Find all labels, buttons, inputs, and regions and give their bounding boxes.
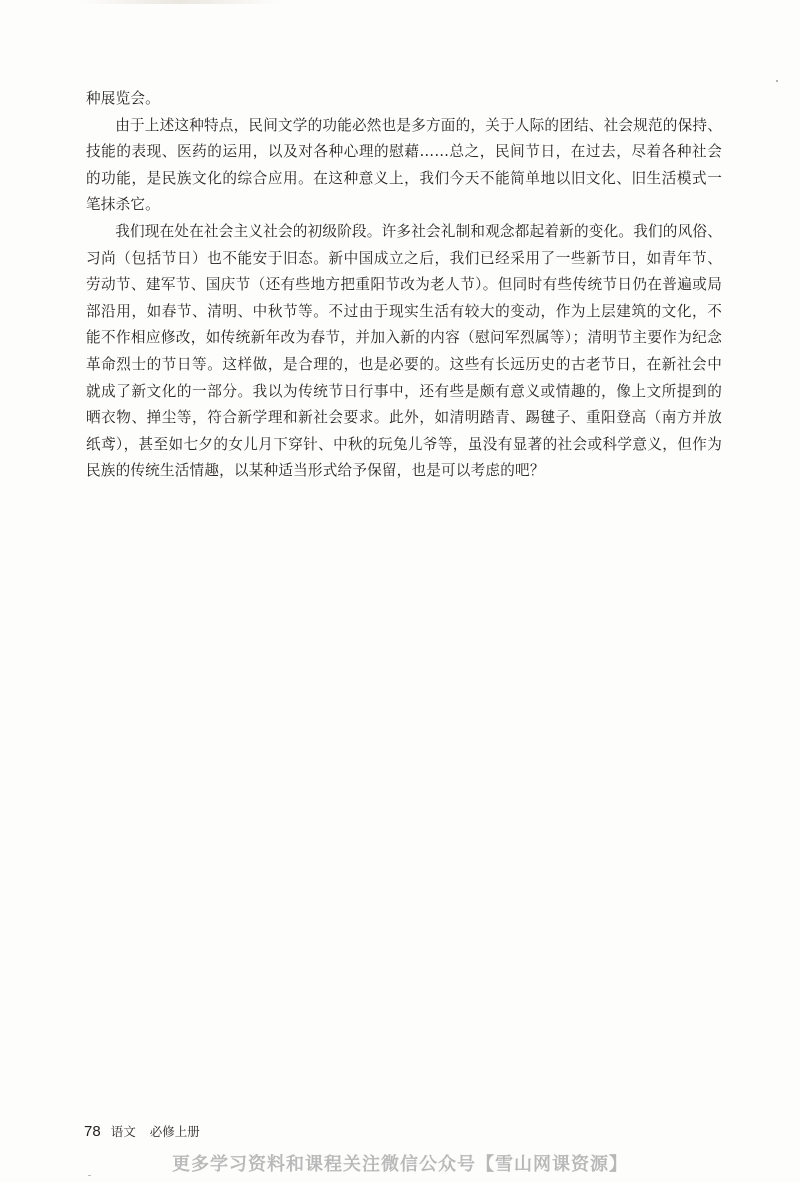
book-volume: 必修上册	[149, 1124, 200, 1139]
scan-edge-artifact	[80, 0, 280, 4]
body-text	[86, 86, 722, 485]
paragraph-continuation: 种展览会。	[86, 90, 160, 107]
scan-speck-bottom	[88, 1175, 91, 1176]
book-subject: 语文	[110, 1124, 136, 1139]
watermark-text: 更多学习资料和课程关注微信公众号【雪山网课资源】	[172, 1154, 628, 1175]
paragraph-socialist-stage: 我们现在处在社会主义社会的初级阶段。许多社会礼制和观念都起着新的变化。我们的风俗、习尚（包括节日）也不能安于旧态。新中国成立之后，我们已经采用了一些新节日，如青年节、劳动节、建军节、国庆节（还有些地方把重阳节改为老人节）。但同时有些传统节日仍在普遍或局部沿用，如春节、清明、中秋节等。不过由于现实生活有较大的变动，作为上层建筑的文化，不能不作相应修改，如传统新年改为春节，并加入新的内容（慰问军烈属等）；清明节主要作为纪念革命烈士的节日等。这样做，是合理的，也是必要的。这些有长远历史的古老节日，在新社会中就成了新文化的一部分。我以为传统节日行事中，还有些是颇有意义或情趣的，像上文所提到的晒衣物、掸尘等，符合新学理和新社会要求。此外，如清明踏青、踢毽子、重阳登高（南方并放纸鸢），甚至如七夕的女儿月下穿针、中秋的玩兔儿爷等，虽没有显著的社会或科学意义，但作为民族的传统生活情趣，以某种适当形式给予保留，也是可以考虑的吧？	[86, 222, 722, 480]
paragraph-folk-literature-function: 由于上述这种特点，民间文学的功能必然也是多方面的，关于人际的团结、社会规范的保持、技能的表现、医药的运用，以及对各种心理的慰藉……总之，民间节日，在过去，尽着各种社会的功能，是民族文化的综合应用。在这种意义上，我们今天不能简单地以旧文化、旧生活模式一笔抹杀它。	[86, 116, 722, 214]
page-number: 78	[84, 1123, 101, 1140]
page-footer	[84, 1122, 200, 1142]
scan-speck	[776, 80, 778, 82]
